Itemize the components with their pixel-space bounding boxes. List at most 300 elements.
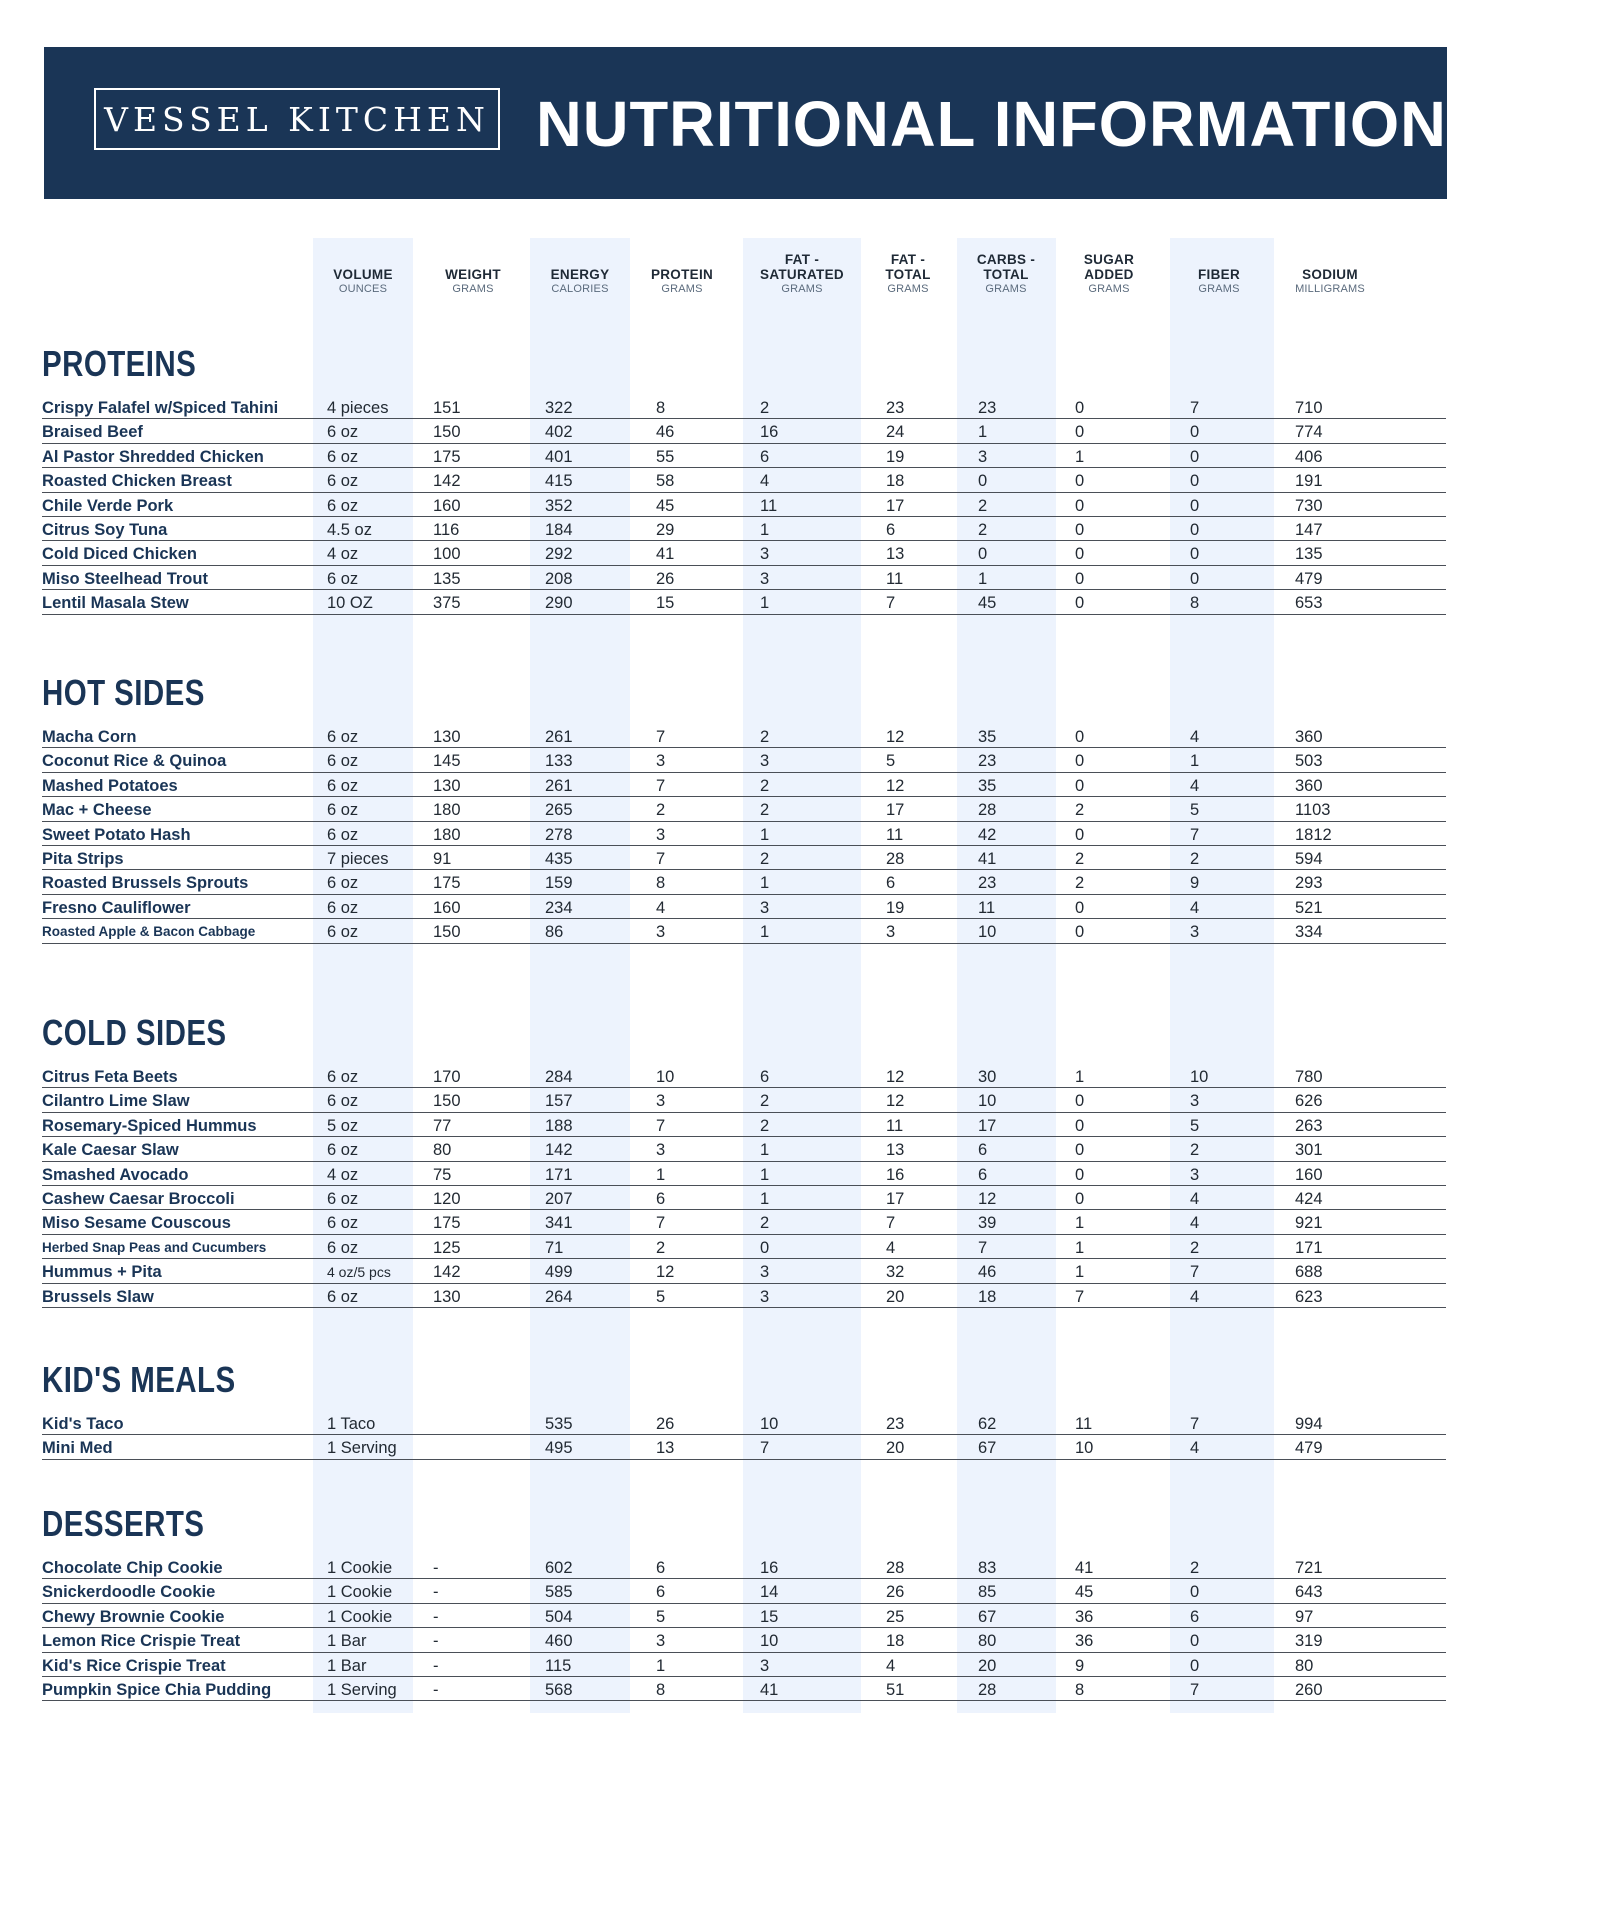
cell-volume: 6 oz — [327, 1141, 359, 1160]
cell-volume: 1 Bar — [327, 1632, 367, 1651]
cell-fiber: 0 — [1190, 496, 1200, 515]
table-row — [42, 493, 1446, 517]
cell-fiber: 4 — [1190, 1287, 1200, 1306]
column-header-volume — [313, 244, 413, 296]
cell-volume: 6 oz — [327, 874, 359, 893]
cell-sugar-added: 1 — [1075, 447, 1085, 466]
cell-sodium: 653 — [1295, 594, 1323, 613]
cell-weight: 175 — [433, 874, 461, 893]
cell-fiber: 5 — [1190, 1116, 1200, 1135]
cell-sugar-added: 1 — [1075, 1214, 1085, 1233]
cell-energy: 499 — [545, 1263, 573, 1282]
table-row — [42, 1435, 1446, 1459]
cell-fat-total: 17 — [886, 801, 905, 820]
cell-energy: 115 — [545, 1656, 572, 1675]
cell-energy: 208 — [545, 569, 573, 588]
cell-fiber: 0 — [1190, 447, 1200, 466]
cell-weight: 142 — [433, 472, 461, 491]
item-name: Pita Strips — [42, 849, 124, 868]
cell-volume: 6 oz — [327, 923, 359, 942]
cell-carbs-total: 10 — [978, 1092, 997, 1111]
table-row — [42, 1088, 1446, 1112]
cell-fat-saturated: 2 — [760, 728, 770, 746]
table-row — [42, 1162, 1446, 1186]
cell-sugar-added: 0 — [1075, 569, 1085, 588]
cell-weight: 120 — [433, 1189, 461, 1208]
cell-fiber: 0 — [1190, 423, 1200, 442]
cell-volume: 4 oz/5 pcs — [327, 1264, 391, 1281]
item-name: Cold Diced Chicken — [42, 545, 197, 564]
cell-weight: 116 — [433, 520, 460, 539]
cell-weight: 151 — [433, 399, 461, 417]
cell-sodium: 503 — [1295, 752, 1323, 771]
cell-fat-saturated: 2 — [760, 1214, 770, 1233]
cell-fat-saturated: 3 — [760, 569, 770, 588]
cell-weight: 175 — [433, 1214, 461, 1233]
cell-weight: 180 — [433, 801, 461, 820]
item-name: Snickerdoodle Cookie — [42, 1583, 216, 1602]
cell-sodium: 780 — [1295, 1068, 1323, 1086]
table-row — [42, 870, 1446, 894]
cell-sodium: 263 — [1295, 1116, 1323, 1135]
cell-weight: - — [433, 1559, 439, 1577]
cell-fat-total: 51 — [886, 1680, 905, 1699]
cell-energy: 585 — [545, 1583, 573, 1602]
item-name: Al Pastor Shredded Chicken — [42, 447, 264, 466]
cell-sodium: 688 — [1295, 1263, 1323, 1282]
cell-energy: 415 — [545, 472, 573, 491]
cell-sugar-added: 2 — [1075, 801, 1085, 820]
cell-weight: 135 — [433, 569, 461, 588]
cell-fiber: 2 — [1190, 1559, 1200, 1577]
cell-fiber: 4 — [1190, 1439, 1200, 1458]
cell-protein: 3 — [656, 1141, 666, 1160]
item-name: Miso Steelhead Trout — [42, 569, 208, 588]
table-row — [42, 541, 1446, 565]
table-row — [42, 444, 1446, 468]
cell-sodium: 171 — [1295, 1238, 1323, 1257]
cell-fat-saturated: 0 — [760, 1238, 770, 1257]
cell-weight: 91 — [433, 849, 452, 868]
cell-carbs-total: 67 — [978, 1607, 997, 1626]
cell-fat-saturated: 3 — [760, 1287, 770, 1306]
cell-fiber: 10 — [1190, 1068, 1209, 1086]
cell-fiber: 1 — [1190, 752, 1200, 771]
cell-fat-total: 5 — [886, 752, 896, 771]
cell-volume: 6 oz — [327, 825, 359, 844]
cell-protein: 3 — [656, 825, 666, 844]
cell-sugar-added: 0 — [1075, 1116, 1085, 1135]
column-header-unit: MILLIGRAMS — [1295, 283, 1365, 295]
cell-volume: 1 Cookie — [327, 1583, 393, 1602]
item-name: Sweet Potato Hash — [42, 825, 191, 844]
cell-fat-total: 13 — [886, 1141, 905, 1160]
cell-fiber: 2 — [1190, 849, 1200, 868]
cell-energy: 188 — [545, 1116, 573, 1135]
cell-fat-saturated: 41 — [760, 1680, 779, 1699]
cell-fat-saturated: 6 — [760, 1068, 770, 1086]
cell-protein: 55 — [656, 447, 675, 466]
cell-fiber: 7 — [1190, 1680, 1200, 1699]
cell-volume: 1 Cookie — [327, 1607, 393, 1626]
cell-volume: 6 oz — [327, 472, 359, 491]
column-header-label: WEIGHT — [445, 267, 501, 282]
cell-sugar-added: 0 — [1075, 923, 1085, 942]
cell-protein: 12 — [656, 1263, 675, 1282]
cell-weight: 145 — [433, 752, 461, 771]
cell-volume: 1 Bar — [327, 1656, 367, 1675]
cell-energy: 265 — [545, 801, 573, 820]
cell-energy: 157 — [545, 1092, 573, 1111]
cell-volume: 6 oz — [327, 496, 359, 515]
cell-fiber: 4 — [1190, 776, 1200, 795]
cell-volume: 4 oz — [327, 1165, 359, 1184]
cell-fat-saturated: 1 — [760, 874, 770, 893]
cell-volume: 10 OZ — [327, 594, 373, 613]
cell-fat-total: 25 — [886, 1607, 905, 1626]
cell-sugar-added: 1 — [1075, 1238, 1085, 1257]
column-header-unit: GRAMS — [1088, 283, 1130, 295]
cell-fat-saturated: 4 — [760, 472, 770, 491]
cell-weight: - — [433, 1680, 439, 1699]
cell-fat-total: 12 — [886, 776, 905, 795]
table-row — [42, 468, 1446, 492]
cell-sugar-added: 1 — [1075, 1068, 1085, 1086]
table-row — [42, 566, 1446, 590]
table-row — [42, 517, 1446, 541]
table-row — [42, 1555, 1446, 1579]
cell-volume: 6 oz — [327, 1189, 359, 1208]
table-row — [42, 1411, 1446, 1435]
column-header-fat-saturated — [743, 244, 861, 296]
cell-sugar-added: 7 — [1075, 1287, 1085, 1306]
table-row — [42, 895, 1446, 919]
cell-energy: 401 — [545, 447, 573, 466]
column-header-unit: GRAMS — [781, 283, 823, 295]
cell-sodium: 334 — [1295, 923, 1323, 942]
table-row — [42, 1284, 1446, 1308]
cell-fat-saturated: 10 — [760, 1415, 779, 1433]
column-header-label: CARBS - TOTAL — [976, 252, 1036, 282]
cell-carbs-total: 23 — [978, 399, 997, 417]
cell-carbs-total: 6 — [978, 1165, 988, 1184]
section-desserts — [42, 1501, 1446, 1701]
cell-volume: 6 oz — [327, 1214, 359, 1233]
item-name: Hummus + Pita — [42, 1263, 162, 1282]
cell-weight: 160 — [433, 898, 461, 917]
cell-fat-total: 13 — [886, 545, 905, 564]
cell-protein: 3 — [656, 923, 666, 942]
cell-fiber: 0 — [1190, 1656, 1200, 1675]
cell-weight: 150 — [433, 1092, 461, 1111]
cell-energy: 504 — [545, 1607, 573, 1626]
column-header-unit: GRAMS — [452, 283, 494, 295]
cell-weight: 130 — [433, 728, 461, 746]
cell-fiber: 0 — [1190, 1583, 1200, 1602]
cell-sodium: 406 — [1295, 447, 1323, 466]
cell-sugar-added: 1 — [1075, 1263, 1085, 1282]
cell-energy: 495 — [545, 1439, 573, 1458]
column-header-unit: GRAMS — [985, 283, 1027, 295]
cell-fiber: 2 — [1190, 1238, 1200, 1257]
section-title: PROTEINS — [42, 343, 197, 384]
cell-fat-total: 26 — [886, 1583, 905, 1602]
cell-carbs-total: 41 — [978, 849, 997, 868]
cell-fat-saturated: 16 — [760, 1559, 779, 1577]
cell-energy: 292 — [545, 545, 573, 564]
cell-weight: 130 — [433, 776, 461, 795]
column-header-label: FIBER — [1198, 267, 1240, 282]
table-row — [42, 1677, 1446, 1701]
table-row — [42, 1064, 1446, 1088]
cell-protein: 7 — [656, 1214, 666, 1233]
cell-fiber: 3 — [1190, 1092, 1200, 1111]
cell-protein: 8 — [656, 399, 666, 417]
column-header-sugar-added — [1064, 244, 1154, 296]
cell-carbs-total: 46 — [978, 1263, 997, 1282]
cell-sugar-added: 0 — [1075, 1092, 1085, 1111]
cell-fiber: 0 — [1190, 545, 1200, 564]
cell-energy: 322 — [545, 399, 573, 417]
cell-volume: 6 oz — [327, 728, 359, 746]
cell-fat-total: 23 — [886, 1415, 905, 1433]
cell-fiber: 7 — [1190, 1415, 1200, 1433]
cell-sugar-added: 0 — [1075, 1165, 1085, 1184]
cell-energy: 234 — [545, 898, 573, 917]
cell-volume: 6 oz — [327, 569, 359, 588]
item-name: Chile Verde Pork — [42, 496, 174, 515]
cell-sodium: 623 — [1295, 1287, 1323, 1306]
item-name: Crispy Falafel w/Spiced Tahini — [42, 399, 279, 417]
cell-fat-saturated: 2 — [760, 1092, 770, 1111]
cell-protein: 7 — [656, 776, 666, 795]
item-name: Braised Beef — [42, 423, 143, 442]
cell-weight: 75 — [433, 1165, 452, 1184]
section-title: KID'S MEALS — [42, 1359, 236, 1400]
column-header-unit: GRAMS — [887, 283, 929, 295]
table-row — [42, 1628, 1446, 1652]
cell-sodium: 710 — [1295, 399, 1323, 417]
cell-fat-saturated: 1 — [760, 923, 770, 942]
table-row — [42, 1604, 1446, 1628]
cell-sodium: 319 — [1295, 1632, 1323, 1651]
cell-fat-total: 4 — [886, 1656, 896, 1675]
cell-carbs-total: 83 — [978, 1559, 997, 1577]
cell-energy: 535 — [545, 1415, 573, 1433]
cell-sugar-added: 45 — [1075, 1583, 1094, 1602]
cell-energy: 207 — [545, 1189, 573, 1208]
cell-fat-saturated: 15 — [760, 1607, 779, 1626]
cell-sodium: 521 — [1295, 898, 1323, 917]
cell-volume: 6 oz — [327, 1238, 359, 1257]
cell-fat-saturated: 1 — [760, 1189, 770, 1208]
cell-protein: 4 — [656, 898, 666, 917]
cell-protein: 10 — [656, 1068, 675, 1086]
cell-protein: 26 — [656, 569, 675, 588]
cell-sodium: 160 — [1295, 1165, 1323, 1184]
cell-carbs-total: 62 — [978, 1415, 997, 1433]
cell-weight: 170 — [433, 1068, 461, 1086]
cell-weight: 150 — [433, 923, 461, 942]
cell-energy: 290 — [545, 594, 573, 613]
column-header-protein — [637, 244, 727, 296]
cell-carbs-total: 35 — [978, 776, 997, 795]
cell-energy: 133 — [545, 752, 573, 771]
cell-volume: 1 Serving — [327, 1680, 397, 1699]
table-row — [42, 1579, 1446, 1603]
cell-fiber: 7 — [1190, 1263, 1200, 1282]
item-name: Mashed Potatoes — [42, 776, 178, 795]
cell-protein: 1 — [656, 1165, 666, 1184]
cell-sugar-added: 8 — [1075, 1680, 1085, 1699]
cell-sugar-added: 9 — [1075, 1656, 1085, 1675]
cell-fat-total: 11 — [886, 1116, 904, 1135]
cell-sodium: 191 — [1295, 472, 1323, 491]
cell-carbs-total: 6 — [978, 1141, 988, 1160]
column-header-carbs-total — [957, 244, 1056, 296]
cell-carbs-total: 85 — [978, 1583, 997, 1602]
cell-carbs-total: 39 — [978, 1214, 997, 1233]
cell-volume: 7 pieces — [327, 849, 389, 868]
table-row — [42, 724, 1446, 748]
cell-carbs-total: 28 — [978, 1680, 997, 1699]
cell-volume: 6 oz — [327, 1068, 359, 1086]
cell-fat-saturated: 3 — [760, 1656, 770, 1675]
item-name: Chocolate Chip Cookie — [42, 1559, 223, 1577]
cell-fiber: 8 — [1190, 594, 1200, 613]
cell-sodium: 147 — [1295, 520, 1323, 539]
section-proteins — [42, 341, 1446, 615]
cell-protein: 2 — [656, 801, 666, 820]
cell-weight: 142 — [433, 1263, 461, 1282]
cell-sugar-added: 0 — [1075, 545, 1085, 564]
item-name: Citrus Feta Beets — [42, 1068, 178, 1086]
item-name: Coconut Rice & Quinoa — [42, 752, 227, 771]
cell-weight: 160 — [433, 496, 461, 515]
column-header-unit: CALORIES — [551, 283, 609, 295]
cell-protein: 5 — [656, 1287, 666, 1306]
cell-weight: 375 — [433, 594, 461, 613]
cell-protein: 41 — [656, 545, 675, 564]
cell-sodium: 80 — [1295, 1656, 1314, 1675]
cell-fat-total: 20 — [886, 1287, 905, 1306]
table-row — [42, 1210, 1446, 1234]
column-header-weight — [428, 244, 518, 296]
cell-sodium: 360 — [1295, 776, 1323, 795]
item-name: Kid's Taco — [42, 1415, 124, 1433]
cell-fat-total: 16 — [886, 1165, 905, 1184]
cell-energy: 184 — [545, 520, 573, 539]
cell-sugar-added: 0 — [1075, 728, 1085, 746]
cell-protein: 45 — [656, 496, 675, 515]
cell-sodium: 479 — [1295, 569, 1323, 588]
item-name: Roasted Chicken Breast — [42, 472, 232, 491]
cell-carbs-total: 10 — [978, 923, 997, 942]
cell-sodium: 626 — [1295, 1092, 1323, 1111]
cell-carbs-total: 11 — [978, 898, 996, 917]
column-header-label: ENERGY — [550, 267, 610, 282]
cell-fat-saturated: 3 — [760, 545, 770, 564]
table-row — [42, 797, 1446, 821]
cell-weight: - — [433, 1607, 439, 1626]
cell-protein: 3 — [656, 752, 666, 771]
cell-energy: 159 — [545, 874, 573, 893]
cell-sugar-added: 2 — [1075, 874, 1085, 893]
cell-carbs-total: 1 — [978, 569, 988, 588]
table-row — [42, 773, 1446, 797]
column-header-label: VOLUME — [333, 267, 393, 282]
item-name: Lemon Rice Crispie Treat — [42, 1632, 241, 1651]
cell-fiber: 4 — [1190, 728, 1200, 746]
cell-weight: 175 — [433, 447, 461, 466]
item-name: Kale Caesar Slaw — [42, 1141, 179, 1160]
column-header-unit: GRAMS — [661, 283, 703, 295]
cell-sugar-added: 36 — [1075, 1632, 1094, 1651]
cell-fat-total: 4 — [886, 1238, 896, 1257]
cell-energy: 284 — [545, 1068, 573, 1086]
cell-fiber: 0 — [1190, 520, 1200, 539]
cell-fat-saturated: 2 — [760, 1116, 770, 1135]
cell-carbs-total: 7 — [978, 1238, 988, 1257]
cell-sodium: 1812 — [1295, 825, 1332, 844]
item-name: Chewy Brownie Cookie — [42, 1607, 225, 1626]
cell-sugar-added: 11 — [1075, 1415, 1093, 1433]
cell-protein: 8 — [656, 874, 666, 893]
cell-fat-total: 23 — [886, 399, 905, 417]
cell-sugar-added: 2 — [1075, 849, 1085, 868]
cell-energy: 278 — [545, 825, 573, 844]
item-name: Fresno Cauliflower — [42, 898, 191, 917]
cell-fiber: 3 — [1190, 923, 1200, 942]
cell-protein: 15 — [656, 594, 675, 613]
cell-carbs-total: 0 — [978, 472, 988, 491]
cell-energy: 602 — [545, 1559, 573, 1577]
cell-fiber: 5 — [1190, 801, 1200, 820]
item-name: Roasted Apple & Bacon Cabbage — [42, 924, 256, 940]
cell-energy: 460 — [545, 1632, 573, 1651]
table-row — [42, 395, 1446, 419]
cell-protein: 5 — [656, 1607, 666, 1626]
item-name: Kid's Rice Crispie Treat — [42, 1656, 226, 1675]
item-name: Rosemary-Spiced Hummus — [42, 1116, 257, 1135]
cell-weight: 80 — [433, 1141, 452, 1160]
cell-protein: 6 — [656, 1189, 666, 1208]
cell-protein: 2 — [656, 1238, 666, 1257]
cell-energy: 352 — [545, 496, 573, 515]
cell-sugar-added: 0 — [1075, 594, 1085, 613]
cell-volume: 6 oz — [327, 752, 359, 771]
section-hot-sides — [42, 670, 1446, 944]
cell-carbs-total: 12 — [978, 1189, 997, 1208]
cell-carbs-total: 17 — [978, 1116, 997, 1135]
cell-weight: 150 — [433, 423, 461, 442]
cell-sodium: 293 — [1295, 874, 1323, 893]
table-row — [42, 1235, 1446, 1259]
column-header-fat-total — [863, 244, 953, 296]
cell-energy: 171 — [545, 1165, 573, 1184]
cell-fat-total: 12 — [886, 1068, 905, 1086]
column-header-label: SODIUM — [1302, 267, 1358, 282]
section-cold-sides — [42, 1010, 1446, 1308]
item-name: Mac + Cheese — [42, 801, 152, 820]
item-name: Miso Sesame Couscous — [42, 1214, 231, 1233]
cell-sugar-added: 0 — [1075, 472, 1085, 491]
cell-protein: 3 — [656, 1632, 666, 1651]
cell-fat-saturated: 6 — [760, 447, 770, 466]
cell-protein: 46 — [656, 423, 675, 442]
cell-energy: 261 — [545, 776, 573, 795]
cell-sodium: 301 — [1295, 1141, 1323, 1160]
